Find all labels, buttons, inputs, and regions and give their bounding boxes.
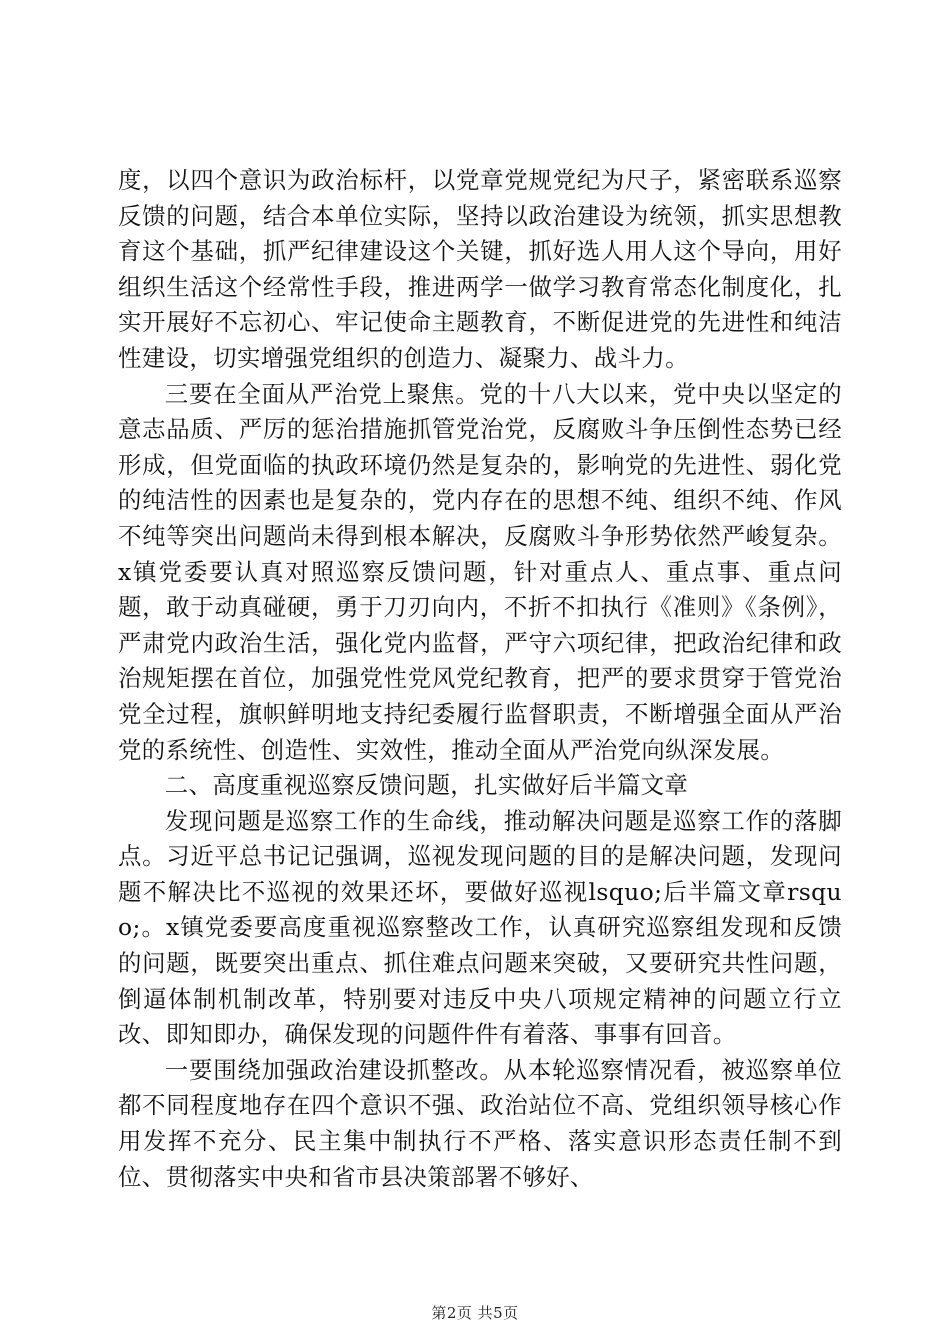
- paragraph-continuation: 度，以四个意识为政治标杆，以党章党规党纪为尺子，紧密联系巡察反馈的问题，结合本单位实际，坚持以政治建设为统领，抓实思想教育这个基础，抓严纪律建设这个关键，抓好选人用人这个导向，用好组织生活这个经常性手段，推进两学一做学习教育常态化制度化，扎实开展好不忘初心、牢记使命主题教育，不断促进党的先进性和纯洁性建设，切实增强党组织的创造力、凝聚力、战斗力。: [118, 166, 842, 372]
- page-indicator: 第2页 共5页: [431, 1304, 519, 1322]
- paragraph-strict-governance: 三要在全面从严治党上聚焦。党的十八大以来，党中央以坚定的意志品质、严厉的惩治措施抓管党治党，反腐败斗争压倒性态势已经形成，但党面临的执政环境仍然是复杂的，影响党的先进性、弱化党的纯洁性的因素也是复杂的，党内存在的思想不纯、组织不纯、作风不纯等突出问题尚未得到根本解决，反腐败斗争形势依然严峻复杂。x镇党委要认真对照巡察反馈问题，针对重点人、重点事、重点问题，敢于动真碰硬，勇于刀刃向内，不折不扣执行《准则》《条例》，严肃党内政治生活，强化党内监督，严守六项纪律，把政治纪律和政治规矩摆在首位，加强党性党风党纪教育，把严的要求贯穿于管党治党全过程，旗帜鲜明地支持纪委履行监督职责，不断增强全面从严治党的系统性、创造性、实效性，推动全面从严治党向纵深发展。: [118, 379, 842, 764]
- document-body: [118, 163, 842, 1195]
- section-heading-two: 二、高度重视巡察反馈问题，扎实做好后半篇文章: [164, 771, 689, 800]
- page-footer: [0, 1303, 950, 1323]
- paragraph-find-problems: 发现问题是巡察工作的生命线，推动解决问题是巡察工作的落脚点。习近平总书记记强调，巡视发现问题的目的是解决问题，发现问题不解决比不巡视的效果还坏，要做好巡视lsquo;后半篇文章rsquo;。x镇党委要高度重视巡察整改工作，认真研究巡察组发现和反馈的问题，既要突出重点、抓住难点问题来突破，又要研究共性问题，倒逼体制机制改革，特别要对违反中央八项规定精神的问题立行立改、即知即办，确保发现的问题件件有着落、事事有回音。: [118, 806, 842, 1049]
- paragraph-political-construction: 一要围绕加强政治建设抓整改。从本轮巡察情况看，被巡察单位都不同程度地存在四个意识不强、政治站位不高、党组织领导核心作用发挥不充分、民主集中制执行不严格、落实意识形态责任制不到位、贯彻落实中央和省市县决策部署不够好、: [118, 1055, 842, 1191]
